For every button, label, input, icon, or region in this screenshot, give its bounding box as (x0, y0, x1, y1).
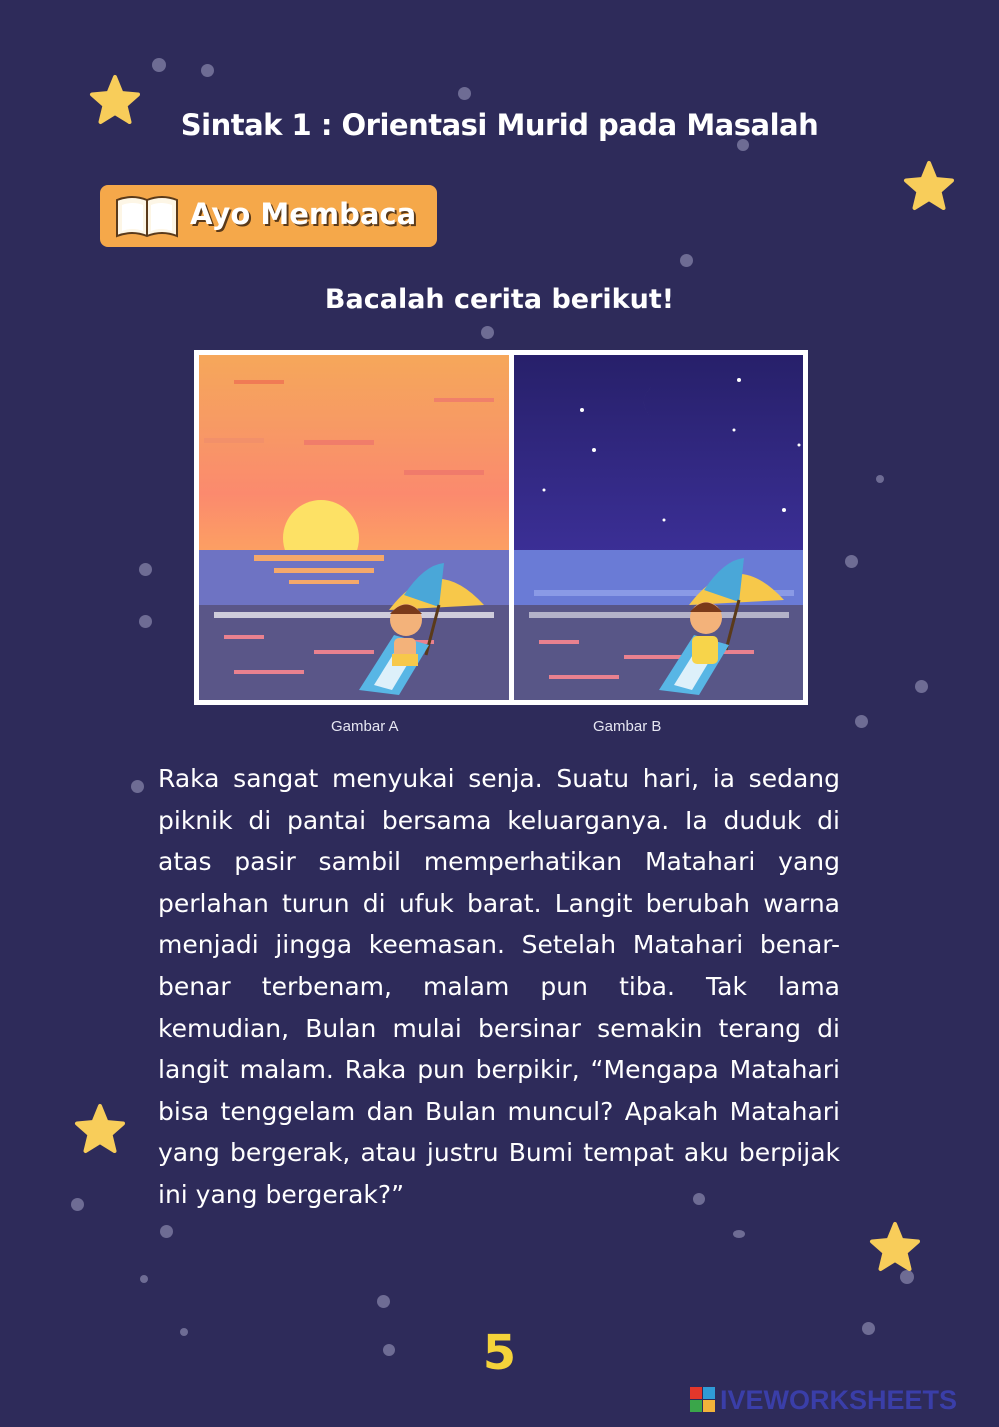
background-dot (131, 780, 144, 793)
background-dot (139, 563, 152, 576)
background-dot (139, 615, 152, 628)
gambar-b-image (514, 355, 803, 700)
background-dot (458, 87, 471, 100)
sunset-night-illustration (194, 350, 808, 705)
background-dot (71, 1198, 84, 1211)
background-dot (140, 1275, 148, 1283)
background-dot (855, 715, 868, 728)
background-dot (876, 475, 884, 483)
open-book-icon (114, 194, 180, 240)
star-icon (902, 160, 956, 214)
star-icon (868, 1221, 922, 1275)
gambar-a-image (199, 355, 509, 700)
background-dot (152, 58, 166, 72)
liveworksheets-wordmark: IVEWORKSHEETS (720, 1385, 958, 1415)
background-dot (733, 1230, 745, 1238)
background-dot (915, 680, 928, 693)
reading-badge (100, 185, 437, 247)
background-dot (680, 254, 693, 267)
reading-instruction: Bacalah cerita berikut! (324, 284, 675, 315)
figure-a-caption: Gambar A (331, 718, 399, 735)
background-dot (481, 326, 494, 339)
section-title: Sintak 1 : Orientasi Murid pada Masalah (180, 108, 819, 142)
figure-b-caption: Gambar B (593, 718, 662, 735)
background-dot (845, 555, 858, 568)
liveworksheets-logo-icon (690, 1387, 716, 1413)
background-dot (377, 1295, 390, 1308)
background-dot (160, 1225, 173, 1238)
story-paragraph: Raka sangat menyukai senja. Suatu hari, ia sedang piknik di pantai bersama keluarganya. Ia duduk di atas pasir sambil memperhatikan Matahari yang perlahan turun di ufuk barat. Langit berubah warna menjadi jingga keemasan. Setelah Matahari benar-benar terbenam, malam pun tiba. Tak lama kemudian, Bulan mulai bersinar semakin terang di langit malam. Raka pun berpikir, “Mengapa Matahari bisa tenggelam dan Bulan muncul? Apakah Matahari yang bergerak, atau justru Bumi tempat aku berpijak ini yang bergerak?” (158, 764, 840, 1209)
background-dot (201, 64, 214, 77)
page-number: 5 (482, 1325, 517, 1381)
star-icon (73, 1103, 127, 1157)
badge-label: Ayo Membaca (190, 197, 417, 231)
